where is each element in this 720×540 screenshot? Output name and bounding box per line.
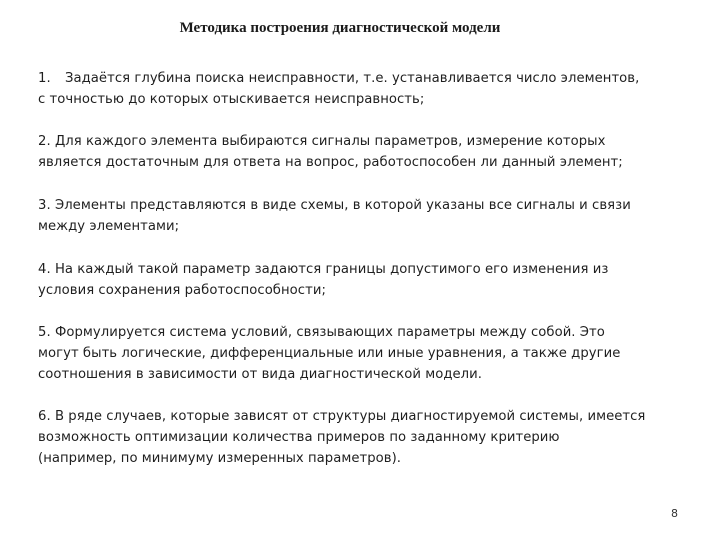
list-item-number: 6. <box>38 409 51 424</box>
list-item-line <box>38 195 694 216</box>
list-item-line <box>38 131 694 152</box>
list-item-number: 5. <box>38 325 51 340</box>
list-item-text: На каждый такой параметр задаются границы допустимого его изменения из <box>54 262 609 277</box>
list-item-line: возможность оптимизации количества примеров по заданному критерию <box>38 430 560 445</box>
list-item <box>38 406 694 469</box>
list-item-number: 1. <box>38 71 51 86</box>
list-item-text: Формулируется система условий, связывающих параметры между собой. Это <box>54 325 605 340</box>
list-item <box>38 195 694 237</box>
list-item-text: Для каждого элемента выбираются сигналы параметров, измерение которых <box>54 134 606 149</box>
list-item-line: (например, по минимуму измеренных параметров). <box>38 451 402 466</box>
list-item-line <box>38 406 694 427</box>
list-item-text: Элементы представляются в виде схемы, в которой указаны все сигналы и связи <box>54 198 631 213</box>
list-item-line <box>38 68 694 89</box>
list-item-line: условия сохранения работоспособности; <box>38 283 326 298</box>
list-item <box>38 131 694 173</box>
list-item-line: соотношения в зависимости от вида диагностической модели. <box>38 367 482 382</box>
list-item-line <box>38 322 694 343</box>
list-item <box>38 259 694 301</box>
list-item-line: между элементами; <box>38 219 180 234</box>
page-number: 8 <box>671 507 678 520</box>
list-item-line: с точностью до которых отыскивается неисправность; <box>38 92 425 107</box>
list-item-number: 3. <box>38 198 51 213</box>
list-item-text: В ряде случаев, которые зависят от структуры диагностируемой системы, имеется <box>54 409 646 424</box>
list-item-line: могут быть логические, дифференциальные или иные уравнения, а также другие <box>38 346 621 361</box>
slide-title: Методика построения диагностической модели <box>179 20 501 36</box>
list-item-line: является достаточным для ответа на вопрос, работоспособен ли данный элемент; <box>38 155 623 170</box>
list-item <box>38 68 694 110</box>
list-item-text: Задаётся глубина поиска неисправности, т.е. устанавливается число элементов, <box>65 71 640 86</box>
list-item <box>38 322 694 385</box>
list-item-line <box>38 259 694 280</box>
list-item-number: 4. <box>38 262 51 277</box>
list-item-number: 2. <box>38 134 51 149</box>
